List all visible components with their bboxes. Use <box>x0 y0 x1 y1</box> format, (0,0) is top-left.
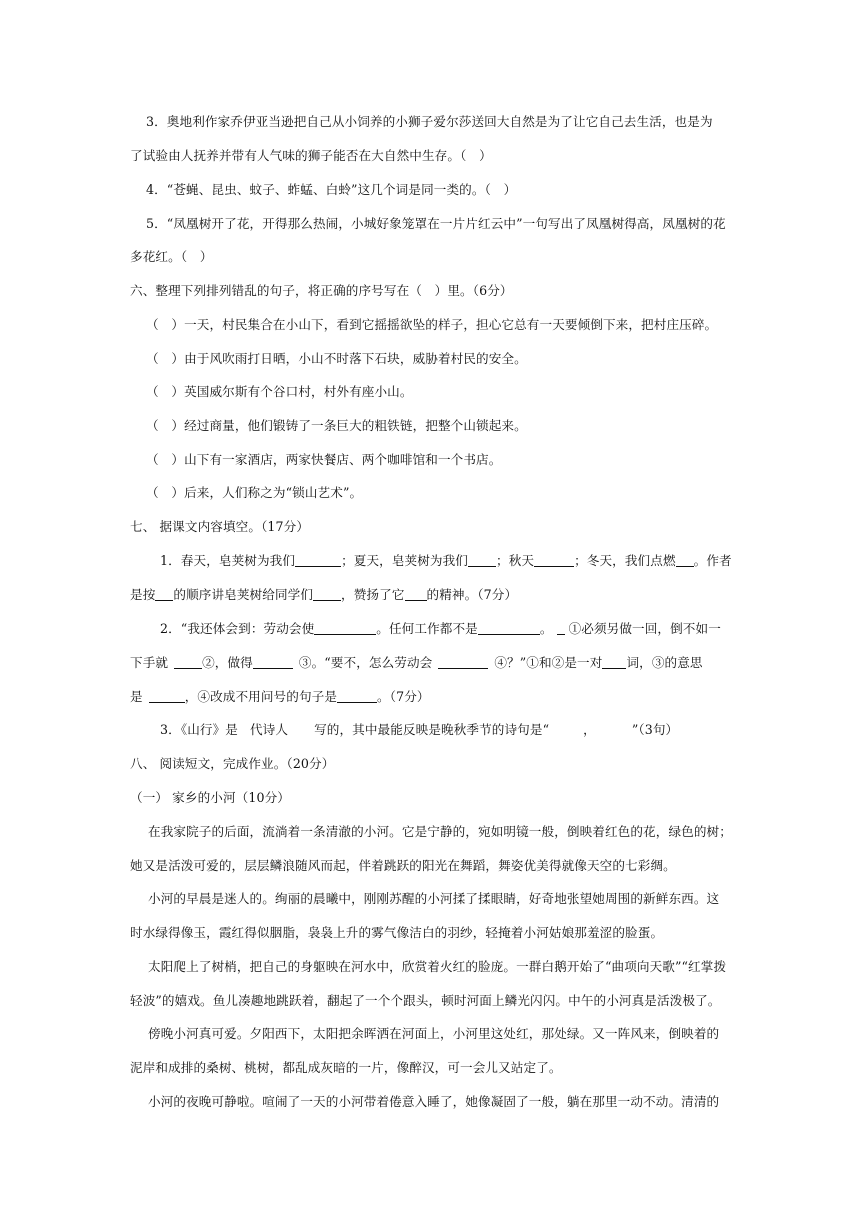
fill-blank[interactable] <box>253 654 293 669</box>
passage-line: 傍晚小河真可爱。夕阳西下，太阳把余晖洒在河面上，小河里这处红，那处绿。又一阵风来，倒映着的 <box>148 1026 720 1041</box>
q1-text: 1．春天，皂荚树为我们 <box>160 553 296 568</box>
section8-subheading: （一） 家乡的小河（10分） <box>130 790 290 805</box>
q2-text: ①必须另做一回，倒不如一 <box>568 621 721 636</box>
fill-blank[interactable] <box>174 654 202 669</box>
q1-text: 的精神。（7分） <box>426 587 518 602</box>
q2-text: ②，做得 <box>202 655 253 670</box>
fill-blank[interactable] <box>468 552 496 567</box>
passage-line: 小河的夜晚可静啦。喧闹了一天的小河带着倦意入睡了，她像凝固了一般，躺在那里一动不动。清清的 <box>148 1094 720 1109</box>
q2-text: 词，③的意思 <box>626 655 703 670</box>
section6-item: （ ）经过商量，他们锻铸了一条巨大的粗铁链，把整个山锁起来。 <box>146 418 527 433</box>
section7-q2-line1 <box>160 619 721 639</box>
q1-text: ；夏天，皂荚树为我们 <box>341 553 468 568</box>
section7-q2-line2 <box>130 653 703 673</box>
judge-q5-line1: 5．“凤凰树开了花，开得那么热闹，小城好象笼罩在一片片红云中”一句写出了凤凰树得高，凤凰树的花 <box>146 216 726 231</box>
fill-blank[interactable] <box>313 586 341 601</box>
passage-line: 太阳爬上了树梢，把自己的身躯映在河水中，欣赏着火红的脸庞。一群白鹅开始了“曲项向天歌”“红掌拨 <box>148 959 727 974</box>
fill-blank[interactable] <box>295 552 341 567</box>
q1-text: ；冬天，我们点燃 <box>574 553 676 568</box>
q2-text: 2．“我还体会到：劳动会使 <box>160 621 315 636</box>
judge-q3-line1: 3．奥地利作家乔伊亚当逊把自己从小饲养的小狮子爱尔莎送回大自然是为了让它自己去生活，也是为 <box>146 114 713 129</box>
fill-blank[interactable] <box>534 552 574 567</box>
passage-line: 她又是活泼可爱的，层层鳞浪随风而起，伴着跳跃的阳光在舞蹈，舞姿优美得就像天空的七彩绸。 <box>130 858 676 873</box>
q2-text: 。 <box>539 621 553 636</box>
section6-item: （ ）英国威尔斯有个谷口村，村外有座小山。 <box>146 384 413 399</box>
fill-blank[interactable] <box>149 688 185 703</box>
passage-line: 小河的早晨是迷人的。绚丽的晨曦中，刚刚苏醒的小河揉了揉眼睛，好奇地张望她周围的新鲜东西。这 <box>148 891 720 906</box>
section7-heading: 七、 据课文内容填空。（17分） <box>130 519 310 534</box>
fill-blank[interactable] <box>314 620 376 635</box>
q1-text: 。作者 <box>693 553 732 568</box>
section7-q1-line1 <box>160 551 732 571</box>
judge-q5-line2: 多花红。（ ） <box>130 249 213 264</box>
q1-text: ，赞扬了它 <box>341 587 405 602</box>
judge-q3-line2: 了试验由人抚养并带有人气味的狮子能否在大自然中生存。（ ） <box>130 148 492 163</box>
fill-blank[interactable] <box>557 620 565 635</box>
fill-blank[interactable] <box>602 654 626 669</box>
q2-text: ，④改成不用问号的句子是 <box>184 689 338 704</box>
section7-q2-line3 <box>130 687 430 707</box>
q2-text: ③。“要不，怎么劳动会 <box>298 655 433 670</box>
q2-text: 是 <box>130 689 143 704</box>
passage-line: 时水绿得像玉，霞红得似胭脂，袅袅上升的雾气像洁白的羽纱，轻掩着小河姑娘那羞涩的脸蛋。 <box>130 925 664 940</box>
section6-item: （ ）山下有一家酒店，两家快餐店、两个咖啡馆和一个书店。 <box>146 452 502 467</box>
passage-line: 在我家院子的后面，流淌着一条清澈的小河。它是宁静的，宛如明镜一般，倒映着红色的花，绿色的树； <box>148 824 732 839</box>
q3-text: ”（3句） <box>631 722 679 737</box>
q1-text: 的顺序讲皂荚树给同学们 <box>173 587 314 602</box>
q3-text: 代诗人 <box>249 722 289 737</box>
section7-q1-line2 <box>130 585 517 605</box>
fill-blank[interactable] <box>155 586 173 601</box>
judge-q4: 4．“苍蝇、昆虫、蚊子、蚱蜢、白蛉”这几个词是同一类的。（ ） <box>146 182 517 197</box>
section6-item: （ ）由于风吹雨打日晒，小山不时落下石块，威胁着村民的安全。 <box>146 351 527 366</box>
q3-text: 写的，其中最能反映是晚秋季节的诗句是“ <box>314 722 550 737</box>
section8-heading: 八、 阅读短文，完成作业。（20分） <box>130 756 335 771</box>
q2-text: 下手就 <box>130 655 169 670</box>
section6-heading: 六、整理下列排列错乱的句子，将正确的序号写在（ ）里。（6分） <box>130 283 513 298</box>
section6-item: （ ）后来，人们称之为“锁山艺术”。 <box>146 485 363 500</box>
fill-blank[interactable] <box>676 552 694 567</box>
passage-line: 轻波”的嬉戏。鱼儿凑趣地跳跃着，翻起了一个个跟头，顿时河面上鳞光闪闪。中午的小河真是活泼极了。 <box>130 993 721 1008</box>
q1-text: ；秋天 <box>496 553 535 568</box>
fill-blank[interactable] <box>405 586 427 601</box>
section7-q3 <box>160 720 678 740</box>
q2-text: 。（7分） <box>377 689 430 704</box>
passage-line: 泥岸和成排的桑树、桃树，都乱成灰暗的一片，像醉汉，可一会儿又站定了。 <box>130 1060 562 1075</box>
fill-blank[interactable] <box>438 654 488 669</box>
section6-item: （ ）一天，村民集合在小山下，看到它摇摇欲坠的样子，担心它总有一天要倾倒下来，把村庄压碎。 <box>146 317 718 332</box>
q1-text: 是按 <box>130 587 156 602</box>
fill-blank[interactable] <box>337 688 377 703</box>
fill-blank[interactable] <box>478 620 540 635</box>
q2-text: 。任何工作都不是 <box>376 621 478 636</box>
q3-text: ， <box>583 722 596 737</box>
q3-text: 3．《山行》是 <box>160 722 238 737</box>
q2-text: ④？”①和②是一对 <box>494 655 603 670</box>
